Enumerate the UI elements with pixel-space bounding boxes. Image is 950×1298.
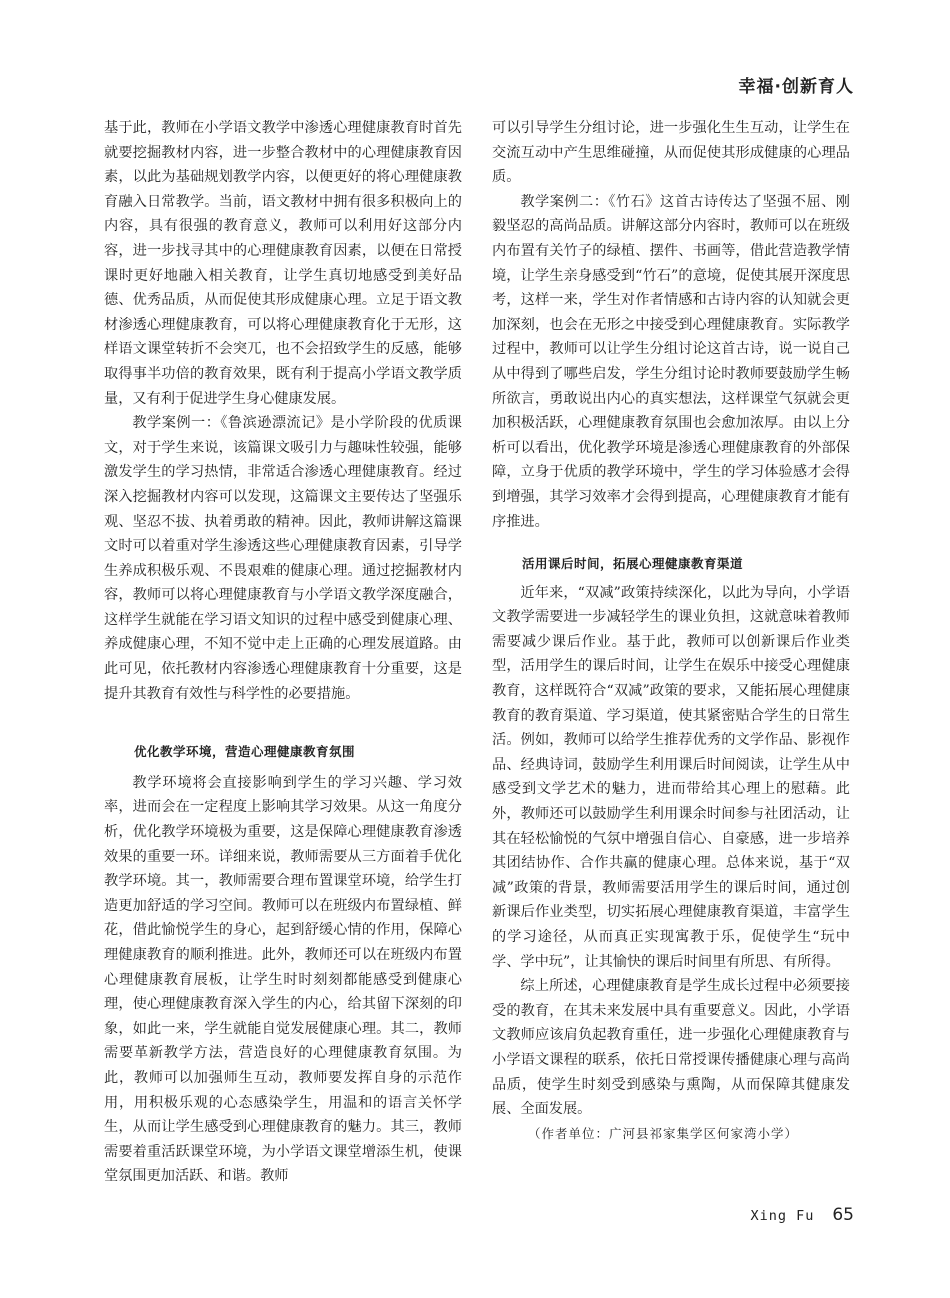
paragraph: 近年来，“双减”政策持续深化，以此为导向，小学语文教学需要进一步减轻学生的课业负担，这就意味着教师需要减少课后作业。基于此，教师可以创新课后作业类型，活用学生的课后时间，让学生在娱乐中接受心理健康教育，这样既符合“双减”政策的要求，又能拓展心理健康教育的教育渠道、学习渠道，使其紧密贴合学生的日常生活。例如，教师可以给学生推荐优秀的文学作品、影视作品、经典诗词，鼓励学生利用课后时间阅读，让学生从中感受到文学艺术的魅力，进而带给其心理上的慰藉。此外，教师还可以鼓励学生利用课余时间参与社团活动，让其在轻松愉悦的气氛中增强自信心、自豪感，进一步培养其团结协作、合作共赢的健康心理。总体来说，基于“双减”政策的背景，教师需要活用学生的课后时间，通过创新课后作业类型，切实拓展心理健康教育渠道，丰富学生的学习途径，从而真正实现寓教于乐，促使学生“玩中学、学中玩”，让其愉快的课后时间里有所思、有所得。 — [492, 584, 850, 970]
paragraph: 基于此，教师在小学语文教学中渗透心理健康教育时首先就要挖掘教材内容，进一步整合教材中的心理健康教育因素，以此为基础规划教学内容，以便更好的将心理健康教育融入日常教学。当前，语文教材中拥有很多积极向上的内容，具有很强的教育意义，教师可以利用好这部分内容，进一步找寻其中的心理健康教育因素，以便在日常授课时更好地融入相关教育，让学生真切地感受到美好品德、优秀品质，从而促使其形成健康心理。立足于语文教材渗透心理健康教育，可以将心理健康教育化于无形，这样语文课堂转折不会突兀，也不会招致学生的反感，能够取得事半功倍的教育效果，既有利于提高小学语文教学质量，又有利于促进学生身心健康发展。 — [104, 120, 462, 407]
paragraph: 教学环境将会直接影响到学生的学习兴趣、学习效率，进而会在一定程度上影响其学习效果。从这一角度分析，优化教学环境极为重要，这是保障心理健康教育渗透效果的重要一环。详细来说，教师需要从三方面着手优化教学环境。其一，教师需要合理布置课堂环境，给学生打造更加舒适的学习空间。教师可以在班级内布置绿植、鲜花，借此愉悦学生的身心，起到舒缓心情的作用，保障心理健康教育的顺利推进。此外，教师还可以在班级内布置心理健康教育展板，让学生时时刻刻都能感受到健康心理，使心理健康教育深入学生的内心，给其留下深刻的印象，如此一来，学生就能自觉发展健康心理。其二，教师需要革新教学方法，营造良好的心理健康教育氛围。为此，教师可以加强师生互动，教师要发挥自身的示范作用，用积极乐观的心态感染学生，用温和的语言关怀学生，从而让学生感受到心理健康教育的魅力。其三，教师需要着重活跃课堂环境，为小学语文课堂增添生机，使课堂氛围更加活跃、和谐。教师 — [104, 774, 462, 1185]
paragraph: 可以引导学生分组讨论，进一步强化生生互动，让学生在交流互动中产生思维碰撞，从而促使其形成健康的心理品质。 — [492, 120, 850, 186]
paragraph: 综上所述，心理健康教育是学生成长过程中必须要接受的教育，在其未来发展中具有重要意义。因此，小学语文教师应该肩负起教育重任，进一步强化心理健康教育与小学语文课程的联系，依托日常授课传播健康心理与高尚品质，使学生时刻受到感染与熏陶，从而保障其健康发展、全面发展。 — [492, 978, 850, 1118]
paragraph: 教学案例一：《鲁滨逊漂流记》是小学阶段的优质课文，对于学生来说，该篇课文吸引力与趣味性较强，能够激发学生的学习热情，非常适合渗透心理健康教育。经过深入挖掘教材内容可以发现，这篇课文主要传达了坚强乐观、坚忍不拔、执着勇敢的精神。因此，教师讲解这篇课文时可以着重对学生渗透这些心理健康教育因素，引导学生养成积极乐观、不畏艰难的健康心理。通过挖掘教材内容，教师可以将心理健康教育与小学语文教学深度融合，这样学生就能在学习语文知识的过程中感受到健康心理、养成健康心理，不知不觉中走上正确的心理发展道路。由此可见，依托教材内容渗透心理健康教育十分重要，这是提升其教育有效性与科学性的必要措施。 — [104, 415, 462, 702]
footer-brand: Xing Fu — [750, 1208, 815, 1224]
left-column — [104, 116, 462, 1189]
section-heading: 优化教学环境，营造心理健康教育氛围 — [134, 744, 356, 760]
page-footer — [750, 1205, 854, 1225]
section-heading: 活用课后时间，拓展心理健康教育渠道 — [522, 556, 744, 572]
paragraph: 教学案例二：《竹石》这首古诗传达了坚强不屈、刚毅坚忍的高尚品质。讲解这部分内容时，教师可以在班级内布置有关竹子的绿植、摆件、书画等，借此营造教学情境，让学生亲身感受到“竹石”的意境，促使其展开深度思考，这样一来，学生对作者情感和古诗内容的认知就会更加深刻，也会在无形之中接受到心理健康教育。实际教学过程中，教师可以让学生分组讨论这首古诗，说一说自己从中得到了哪些启发，学生分组讨论时教师要鼓励学生畅所欲言，勇敢说出内心的真实想法，这样课堂气氛就会更加积极活跃，心理健康教育氛围也会愈加浓厚。由以上分析可以看出，优化教学环境是渗透心理健康教育的外部保障，立身于优质的教学环境中，学生的学习体验感才会得到增强，其学习效率才会得到提高，心理健康教育才能有序推进。 — [492, 193, 850, 530]
magazine-section-title: 幸福·创新育人 — [738, 77, 854, 97]
right-column — [492, 116, 850, 1146]
page-number: 65 — [832, 1205, 854, 1225]
author-affiliation: （作者单位：广河县祁家集学区何家湾小学） — [528, 1125, 799, 1141]
